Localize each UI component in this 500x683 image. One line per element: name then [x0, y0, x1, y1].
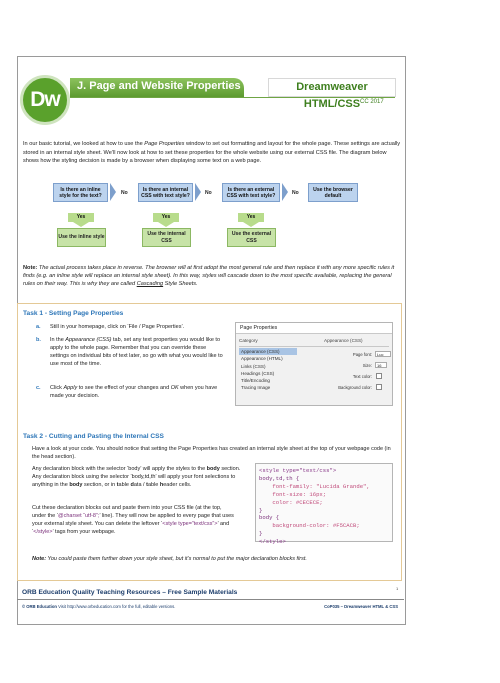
footer-divider — [17, 599, 404, 600]
flow-arrow-down-icon — [243, 222, 259, 227]
category-item[interactable]: Title/Encoding — [241, 378, 270, 384]
code-line: body,td,th { — [259, 474, 300, 482]
css-code-block — [255, 463, 393, 546]
flow-answer-external: Use the external CSS — [227, 228, 276, 247]
panel-label: Appearance (CSS) — [324, 338, 363, 343]
flow-yes-label: Yes — [153, 213, 179, 222]
text-color-label: Text color: — [352, 374, 372, 379]
product-title: Dreamweaver HTML/CSS — [268, 78, 396, 97]
task1-step-b: In the Appearance (CSS) tab, set any text properties you would like to apply to the whole page. Remember that you can override these settings on individual bits of text later, so go with what you would like to use most of the time. — [50, 337, 223, 367]
code-line: } — [259, 506, 263, 514]
dreamweaver-logo-icon: Dw — [20, 75, 70, 125]
code-line: } — [259, 530, 263, 538]
cascade-note: Note: The actual process takes place in reverse. The browser will at first adopt the most general rule and then replace it with any more specific rules it finds (e.g. an inline style will replace an internal style sheet). In this way, styles will cascade down to the most specific available, replacing the general rules on their way. This is why they are called Cascading Style Sheets. — [23, 265, 395, 288]
code-line: <style type="text/css"> — [259, 467, 337, 474]
dialog-divider — [239, 346, 389, 347]
footer-course-code: CoP035 – Dreamweaver HTML & CSS — [324, 604, 398, 609]
flow-arrow-right-icon — [282, 183, 288, 201]
version-label: CC 2017 — [360, 99, 384, 105]
code-line: font-size: 16px; — [259, 490, 327, 498]
flow-browser-default: Use the browser default — [308, 183, 358, 202]
task2-title: Task 2 - Cutting and Pasting the Internal CSS — [23, 433, 164, 440]
task2-paragraph-1: Have a look at your code. You should notice that setting the Page Properties has created an internal style sheet at the top of your webpage code (in the head section). — [32, 446, 391, 460]
category-item[interactable]: Headings (CSS) — [241, 370, 275, 376]
flow-answer-inline: Use the inline style — [57, 228, 106, 247]
task2-paragraph-3: Cut these declaration blocks out and paste them into your CSS file (at the top, under the ‘@charset “utf-8”;’ line). They will now be applied to every page that uses your external style sheet. You can delete the leftover ‘<style type=”text/css”>’ and ‘</style>’ tags from your webpage. — [32, 505, 234, 535]
category-item[interactable]: Appearance (HTML) — [241, 356, 283, 362]
flow-arrow-down-icon — [73, 222, 89, 227]
flow-question-internal: Is there an internal CSS with text style? — [138, 183, 193, 202]
flow-arrow-right-icon — [195, 183, 201, 201]
footer-banner: ORB Education Quality Teaching Resources – Free Sample Materials — [22, 589, 238, 596]
category-item[interactable]: Tracing Image — [241, 385, 271, 391]
flow-arrow-right-icon — [110, 183, 116, 201]
task1-title: Task 1 - Setting Page Properties — [23, 310, 124, 317]
task1-step-letter: a. — [36, 324, 41, 330]
code-line: body { — [259, 514, 280, 522]
size-label: Size: — [362, 363, 372, 368]
code-line: background-color: #F5CACB; — [259, 522, 360, 530]
flow-no-label: No — [292, 190, 299, 196]
flow-answer-internal: Use the internal CSS — [142, 228, 191, 247]
intro-paragraph: In our basic tutorial, we looked at how to use the Page Properties window to set out formatting and layout for the whole page. These settings are actually stored in an internal style sheet. We’ll now look at how to set these properties for the whole website using our external CSS file. The diagram below shows how the styling decision is made by a browser when displaying some text on a web page. — [23, 141, 401, 165]
page-number: 1 — [396, 586, 399, 591]
background-color-swatch[interactable] — [376, 384, 382, 390]
code-line: color: #CECECE; — [259, 498, 323, 506]
text-color-swatch[interactable] — [376, 373, 382, 379]
task1-step-letter: b. — [36, 337, 41, 343]
page-font-label: Page font: — [352, 352, 372, 357]
page-font-select[interactable]: Luc — [375, 351, 391, 357]
task2-note: Note: You could paste them further down your style sheet, but it’s normal to put the major declaration blocks first. — [32, 556, 307, 562]
task2-paragraph-2: Any declaration block with the selector ‘body’ will apply the styles to the body section. Any declaration block using the selector ‘body,td,th’ will apply your font selections to anything in the body section, or in table data / table header cells. — [32, 466, 241, 488]
flow-no-label: No — [121, 190, 128, 196]
flow-yes-label: Yes — [238, 213, 264, 222]
category-item[interactable]: Links (CSS) — [241, 363, 266, 369]
task1-step-c: Click Apply to see the effect of your changes and OK when you have made your decision. — [50, 385, 218, 399]
flow-question-inline: Is there an inline style for the text? — [53, 183, 108, 202]
task1-step-letter: c. — [36, 385, 41, 391]
flow-yes-label: Yes — [68, 213, 94, 222]
background-color-label: Background color: — [338, 385, 372, 390]
chapter-title: J. Page and Website Properties — [77, 80, 241, 92]
category-item[interactable]: Appearance (CSS) — [239, 348, 297, 355]
chapter-title-bar — [70, 78, 244, 97]
flow-no-label: No — [205, 190, 212, 196]
page-properties-dialog — [235, 322, 393, 406]
task1-step-a: Still in your homepage, click on ‘File / Page Properties’. — [50, 324, 185, 330]
footer-copyright: © ORB Education Visit http://www.orbeducation.com for the full, editable versions. — [22, 604, 176, 609]
code-line: font-family: "Lucida Grande", — [259, 482, 370, 490]
flow-arrow-down-icon — [158, 222, 174, 227]
category-list — [239, 348, 297, 392]
code-line: </style> — [259, 538, 286, 546]
size-field[interactable]: 16 — [375, 362, 387, 368]
category-label: Category — [239, 338, 258, 343]
dialog-title: Page Properties — [236, 323, 392, 334]
flow-question-external: Is there an external CSS with text style? — [222, 183, 280, 202]
